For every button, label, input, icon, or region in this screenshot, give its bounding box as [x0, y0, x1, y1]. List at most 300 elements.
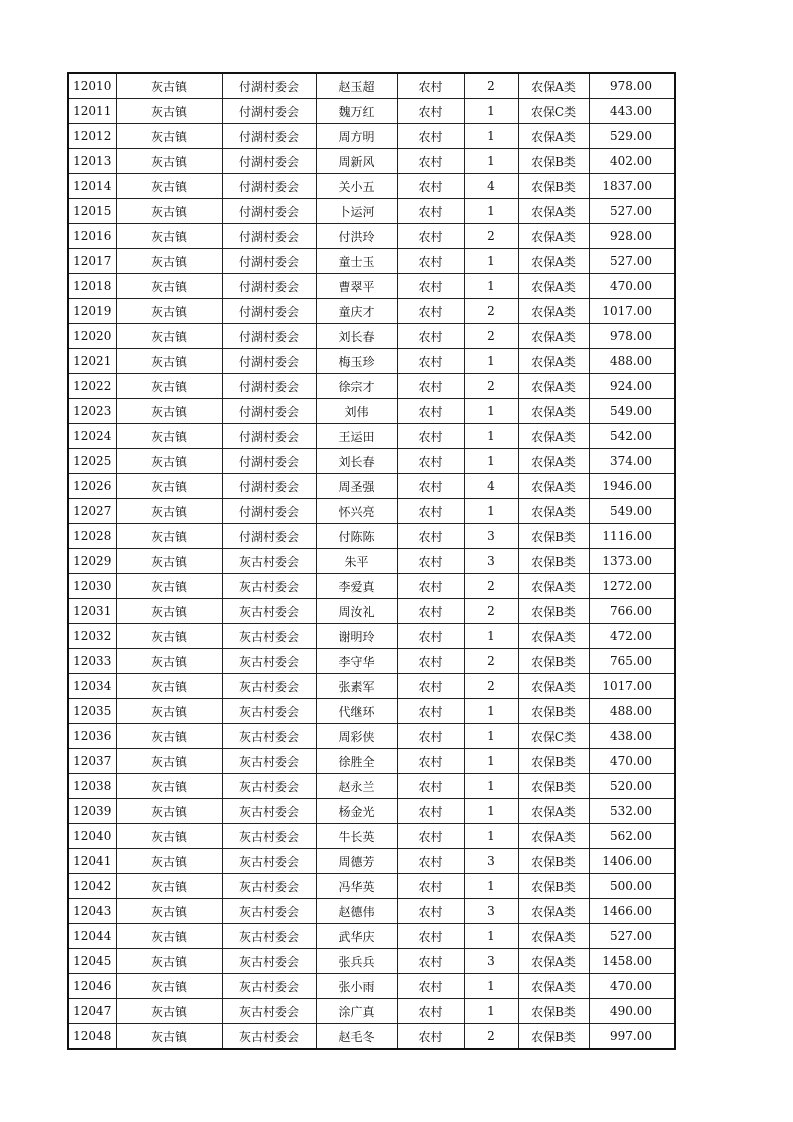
village-committee-cell: 灰古村委会 [222, 774, 316, 799]
insurance-category-cell: 农保B类 [518, 649, 589, 674]
member-count-cell: 2 [464, 73, 518, 99]
household-type-cell: 农村 [397, 399, 464, 424]
benefit-table [67, 72, 676, 1050]
person-name-cell: 周方明 [316, 124, 397, 149]
amount-cell: 527.00 [589, 924, 675, 949]
household-type-cell: 农村 [397, 274, 464, 299]
village-committee-cell: 灰古村委会 [222, 724, 316, 749]
village-committee-cell: 付湖村委会 [222, 99, 316, 124]
household-type-cell: 农村 [397, 474, 464, 499]
person-name-cell: 刘伟 [316, 399, 397, 424]
insurance-category-cell: 农保A类 [518, 199, 589, 224]
person-name-cell: 周德芳 [316, 849, 397, 874]
record-id-cell: 12021 [68, 349, 116, 374]
member-count-cell: 3 [464, 949, 518, 974]
town-cell: 灰古镇 [116, 99, 222, 124]
insurance-category-cell: 农保A类 [518, 73, 589, 99]
table-row [68, 599, 675, 624]
town-cell: 灰古镇 [116, 574, 222, 599]
town-cell: 灰古镇 [116, 624, 222, 649]
member-count-cell: 1 [464, 824, 518, 849]
table-row [68, 524, 675, 549]
amount-cell: 472.00 [589, 624, 675, 649]
record-id-cell: 12031 [68, 599, 116, 624]
member-count-cell: 1 [464, 399, 518, 424]
insurance-category-cell: 农保B类 [518, 174, 589, 199]
amount-cell: 1373.00 [589, 549, 675, 574]
amount-cell: 542.00 [589, 424, 675, 449]
insurance-category-cell: 农保A类 [518, 924, 589, 949]
village-committee-cell: 付湖村委会 [222, 149, 316, 174]
person-name-cell: 付洪玲 [316, 224, 397, 249]
person-name-cell: 卜运河 [316, 199, 397, 224]
village-committee-cell: 灰古村委会 [222, 624, 316, 649]
town-cell: 灰古镇 [116, 924, 222, 949]
village-committee-cell: 灰古村委会 [222, 574, 316, 599]
village-committee-cell: 付湖村委会 [222, 124, 316, 149]
amount-cell: 529.00 [589, 124, 675, 149]
town-cell: 灰古镇 [116, 599, 222, 624]
insurance-category-cell: 农保A类 [518, 974, 589, 999]
household-type-cell: 农村 [397, 949, 464, 974]
household-type-cell: 农村 [397, 699, 464, 724]
record-id-cell: 12023 [68, 399, 116, 424]
town-cell: 灰古镇 [116, 974, 222, 999]
household-type-cell: 农村 [397, 974, 464, 999]
record-id-cell: 12042 [68, 874, 116, 899]
household-type-cell: 农村 [397, 899, 464, 924]
record-id-cell: 12037 [68, 749, 116, 774]
person-name-cell: 牛长英 [316, 824, 397, 849]
record-id-cell: 12047 [68, 999, 116, 1024]
record-id-cell: 12043 [68, 899, 116, 924]
town-cell: 灰古镇 [116, 774, 222, 799]
record-id-cell: 12024 [68, 424, 116, 449]
village-committee-cell: 灰古村委会 [222, 974, 316, 999]
insurance-category-cell: 农保B类 [518, 149, 589, 174]
person-name-cell: 周新风 [316, 149, 397, 174]
record-id-cell: 12039 [68, 799, 116, 824]
record-id-cell: 12025 [68, 449, 116, 474]
record-id-cell: 12014 [68, 174, 116, 199]
member-count-cell: 3 [464, 849, 518, 874]
record-id-cell: 12035 [68, 699, 116, 724]
household-type-cell: 农村 [397, 124, 464, 149]
household-type-cell: 农村 [397, 999, 464, 1024]
town-cell: 灰古镇 [116, 174, 222, 199]
member-count-cell: 4 [464, 174, 518, 199]
record-id-cell: 12044 [68, 924, 116, 949]
amount-cell: 549.00 [589, 399, 675, 424]
amount-cell: 1017.00 [589, 299, 675, 324]
town-cell: 灰古镇 [116, 899, 222, 924]
table-row [68, 774, 675, 799]
member-count-cell: 1 [464, 924, 518, 949]
amount-cell: 520.00 [589, 774, 675, 799]
member-count-cell: 2 [464, 1024, 518, 1050]
person-name-cell: 曹翠平 [316, 274, 397, 299]
household-type-cell: 农村 [397, 424, 464, 449]
village-committee-cell: 付湖村委会 [222, 524, 316, 549]
insurance-category-cell: 农保B类 [518, 874, 589, 899]
record-id-cell: 12029 [68, 549, 116, 574]
town-cell: 灰古镇 [116, 449, 222, 474]
household-type-cell: 农村 [397, 324, 464, 349]
village-committee-cell: 付湖村委会 [222, 73, 316, 99]
town-cell: 灰古镇 [116, 1024, 222, 1050]
household-type-cell: 农村 [397, 749, 464, 774]
table-row [68, 349, 675, 374]
table-row [68, 999, 675, 1024]
household-type-cell: 农村 [397, 599, 464, 624]
amount-cell: 470.00 [589, 749, 675, 774]
table-body [68, 73, 675, 1049]
person-name-cell: 周汝礼 [316, 599, 397, 624]
person-name-cell: 童士玉 [316, 249, 397, 274]
table-row [68, 924, 675, 949]
member-count-cell: 2 [464, 299, 518, 324]
table-row [68, 474, 675, 499]
town-cell: 灰古镇 [116, 324, 222, 349]
amount-cell: 978.00 [589, 73, 675, 99]
town-cell: 灰古镇 [116, 374, 222, 399]
table-row [68, 374, 675, 399]
person-name-cell: 周圣强 [316, 474, 397, 499]
member-count-cell: 1 [464, 499, 518, 524]
insurance-category-cell: 农保A类 [518, 474, 589, 499]
person-name-cell: 朱平 [316, 549, 397, 574]
record-id-cell: 12015 [68, 199, 116, 224]
record-id-cell: 12010 [68, 73, 116, 99]
table-row [68, 399, 675, 424]
table-row [68, 699, 675, 724]
town-cell: 灰古镇 [116, 949, 222, 974]
insurance-category-cell: 农保B类 [518, 699, 589, 724]
town-cell: 灰古镇 [116, 999, 222, 1024]
table-row [68, 624, 675, 649]
member-count-cell: 1 [464, 699, 518, 724]
village-committee-cell: 付湖村委会 [222, 299, 316, 324]
person-name-cell: 刘长春 [316, 449, 397, 474]
amount-cell: 1017.00 [589, 674, 675, 699]
amount-cell: 488.00 [589, 699, 675, 724]
member-count-cell: 3 [464, 899, 518, 924]
record-id-cell: 12038 [68, 774, 116, 799]
insurance-category-cell: 农保A类 [518, 824, 589, 849]
town-cell: 灰古镇 [116, 874, 222, 899]
household-type-cell: 农村 [397, 73, 464, 99]
person-name-cell: 刘长春 [316, 324, 397, 349]
table-row [68, 749, 675, 774]
record-id-cell: 12041 [68, 849, 116, 874]
village-committee-cell: 灰古村委会 [222, 924, 316, 949]
insurance-category-cell: 农保A类 [518, 424, 589, 449]
record-id-cell: 12040 [68, 824, 116, 849]
amount-cell: 374.00 [589, 449, 675, 474]
village-committee-cell: 灰古村委会 [222, 849, 316, 874]
member-count-cell: 1 [464, 624, 518, 649]
amount-cell: 1458.00 [589, 949, 675, 974]
person-name-cell: 张素军 [316, 674, 397, 699]
amount-cell: 1116.00 [589, 524, 675, 549]
person-name-cell: 魏万红 [316, 99, 397, 124]
amount-cell: 765.00 [589, 649, 675, 674]
household-type-cell: 农村 [397, 674, 464, 699]
town-cell: 灰古镇 [116, 824, 222, 849]
village-committee-cell: 付湖村委会 [222, 199, 316, 224]
village-committee-cell: 灰古村委会 [222, 674, 316, 699]
table-row [68, 724, 675, 749]
table-row [68, 949, 675, 974]
member-count-cell: 1 [464, 199, 518, 224]
insurance-category-cell: 农保B类 [518, 1024, 589, 1050]
insurance-category-cell: 农保A类 [518, 799, 589, 824]
member-count-cell: 1 [464, 99, 518, 124]
village-committee-cell: 付湖村委会 [222, 224, 316, 249]
amount-cell: 1946.00 [589, 474, 675, 499]
insurance-category-cell: 农保A类 [518, 324, 589, 349]
member-count-cell: 1 [464, 274, 518, 299]
person-name-cell: 杨金光 [316, 799, 397, 824]
member-count-cell: 1 [464, 124, 518, 149]
town-cell: 灰古镇 [116, 424, 222, 449]
member-count-cell: 2 [464, 374, 518, 399]
household-type-cell: 农村 [397, 824, 464, 849]
table-row [68, 449, 675, 474]
person-name-cell: 张小雨 [316, 974, 397, 999]
village-committee-cell: 灰古村委会 [222, 874, 316, 899]
village-committee-cell: 灰古村委会 [222, 699, 316, 724]
person-name-cell: 冯华英 [316, 874, 397, 899]
record-id-cell: 12030 [68, 574, 116, 599]
member-count-cell: 1 [464, 424, 518, 449]
table-row [68, 249, 675, 274]
village-committee-cell: 灰古村委会 [222, 949, 316, 974]
town-cell: 灰古镇 [116, 849, 222, 874]
record-id-cell: 12013 [68, 149, 116, 174]
person-name-cell: 关小五 [316, 174, 397, 199]
town-cell: 灰古镇 [116, 699, 222, 724]
record-id-cell: 12027 [68, 499, 116, 524]
table-row [68, 974, 675, 999]
town-cell: 灰古镇 [116, 224, 222, 249]
insurance-category-cell: 农保A类 [518, 449, 589, 474]
village-committee-cell: 灰古村委会 [222, 549, 316, 574]
amount-cell: 470.00 [589, 974, 675, 999]
record-id-cell: 12036 [68, 724, 116, 749]
insurance-category-cell: 农保B类 [518, 774, 589, 799]
household-type-cell: 农村 [397, 374, 464, 399]
household-type-cell: 农村 [397, 724, 464, 749]
town-cell: 灰古镇 [116, 549, 222, 574]
town-cell: 灰古镇 [116, 499, 222, 524]
record-id-cell: 12017 [68, 249, 116, 274]
record-id-cell: 12022 [68, 374, 116, 399]
household-type-cell: 农村 [397, 649, 464, 674]
table-row [68, 799, 675, 824]
household-type-cell: 农村 [397, 224, 464, 249]
member-count-cell: 1 [464, 749, 518, 774]
town-cell: 灰古镇 [116, 474, 222, 499]
table-row [68, 824, 675, 849]
person-name-cell: 周彩侠 [316, 724, 397, 749]
insurance-category-cell: 农保A类 [518, 349, 589, 374]
insurance-category-cell: 农保B类 [518, 524, 589, 549]
household-type-cell: 农村 [397, 174, 464, 199]
household-type-cell: 农村 [397, 499, 464, 524]
village-committee-cell: 付湖村委会 [222, 499, 316, 524]
person-name-cell: 赵永兰 [316, 774, 397, 799]
village-committee-cell: 付湖村委会 [222, 324, 316, 349]
record-id-cell: 12048 [68, 1024, 116, 1050]
town-cell: 灰古镇 [116, 149, 222, 174]
household-type-cell: 农村 [397, 299, 464, 324]
person-name-cell: 童庆才 [316, 299, 397, 324]
village-committee-cell: 付湖村委会 [222, 249, 316, 274]
household-type-cell: 农村 [397, 624, 464, 649]
person-name-cell: 怀兴亮 [316, 499, 397, 524]
amount-cell: 527.00 [589, 249, 675, 274]
town-cell: 灰古镇 [116, 349, 222, 374]
person-name-cell: 代继环 [316, 699, 397, 724]
insurance-category-cell: 农保A类 [518, 224, 589, 249]
member-count-cell: 1 [464, 449, 518, 474]
table-row [68, 874, 675, 899]
household-type-cell: 农村 [397, 449, 464, 474]
record-id-cell: 12018 [68, 274, 116, 299]
table-row [68, 649, 675, 674]
household-type-cell: 农村 [397, 874, 464, 899]
table-row [68, 224, 675, 249]
household-type-cell: 农村 [397, 1024, 464, 1050]
table-row [68, 299, 675, 324]
insurance-category-cell: 农保A类 [518, 274, 589, 299]
amount-cell: 443.00 [589, 99, 675, 124]
record-id-cell: 12033 [68, 649, 116, 674]
insurance-category-cell: 农保A类 [518, 499, 589, 524]
table-row [68, 124, 675, 149]
insurance-category-cell: 农保A类 [518, 399, 589, 424]
table-row [68, 499, 675, 524]
table-row [68, 1024, 675, 1050]
amount-cell: 924.00 [589, 374, 675, 399]
person-name-cell: 赵毛冬 [316, 1024, 397, 1050]
amount-cell: 928.00 [589, 224, 675, 249]
table-row [68, 574, 675, 599]
table-row [68, 549, 675, 574]
amount-cell: 1466.00 [589, 899, 675, 924]
person-name-cell: 赵玉超 [316, 73, 397, 99]
person-name-cell: 梅玉珍 [316, 349, 397, 374]
town-cell: 灰古镇 [116, 724, 222, 749]
member-count-cell: 3 [464, 524, 518, 549]
amount-cell: 1272.00 [589, 574, 675, 599]
town-cell: 灰古镇 [116, 274, 222, 299]
member-count-cell: 1 [464, 774, 518, 799]
insurance-category-cell: 农保B类 [518, 849, 589, 874]
household-type-cell: 农村 [397, 924, 464, 949]
member-count-cell: 1 [464, 874, 518, 899]
person-name-cell: 李守华 [316, 649, 397, 674]
record-id-cell: 12028 [68, 524, 116, 549]
table-row [68, 274, 675, 299]
member-count-cell: 1 [464, 999, 518, 1024]
town-cell: 灰古镇 [116, 799, 222, 824]
insurance-category-cell: 农保A类 [518, 949, 589, 974]
table-row [68, 674, 675, 699]
household-type-cell: 农村 [397, 249, 464, 274]
amount-cell: 766.00 [589, 599, 675, 624]
insurance-category-cell: 农保A类 [518, 899, 589, 924]
record-id-cell: 12045 [68, 949, 116, 974]
town-cell: 灰古镇 [116, 299, 222, 324]
amount-cell: 532.00 [589, 799, 675, 824]
table-row [68, 73, 675, 99]
household-type-cell: 农村 [397, 799, 464, 824]
member-count-cell: 2 [464, 224, 518, 249]
member-count-cell: 2 [464, 599, 518, 624]
insurance-category-cell: 农保A类 [518, 124, 589, 149]
record-id-cell: 12016 [68, 224, 116, 249]
person-name-cell: 李爱真 [316, 574, 397, 599]
insurance-category-cell: 农保A类 [518, 624, 589, 649]
village-committee-cell: 付湖村委会 [222, 174, 316, 199]
insurance-category-cell: 农保B类 [518, 749, 589, 774]
village-committee-cell: 灰古村委会 [222, 799, 316, 824]
table-row [68, 199, 675, 224]
village-committee-cell: 灰古村委会 [222, 599, 316, 624]
village-committee-cell: 灰古村委会 [222, 749, 316, 774]
amount-cell: 490.00 [589, 999, 675, 1024]
member-count-cell: 1 [464, 974, 518, 999]
member-count-cell: 1 [464, 249, 518, 274]
person-name-cell: 武华庆 [316, 924, 397, 949]
household-type-cell: 农村 [397, 149, 464, 174]
village-committee-cell: 灰古村委会 [222, 899, 316, 924]
table-row [68, 899, 675, 924]
member-count-cell: 1 [464, 724, 518, 749]
household-type-cell: 农村 [397, 99, 464, 124]
town-cell: 灰古镇 [116, 124, 222, 149]
insurance-category-cell: 农保A类 [518, 249, 589, 274]
member-count-cell: 2 [464, 574, 518, 599]
insurance-category-cell: 农保A类 [518, 674, 589, 699]
record-id-cell: 12011 [68, 99, 116, 124]
insurance-category-cell: 农保C类 [518, 724, 589, 749]
member-count-cell: 3 [464, 549, 518, 574]
amount-cell: 978.00 [589, 324, 675, 349]
person-name-cell: 涂广真 [316, 999, 397, 1024]
record-id-cell: 12019 [68, 299, 116, 324]
record-id-cell: 12032 [68, 624, 116, 649]
member-count-cell: 1 [464, 349, 518, 374]
town-cell: 灰古镇 [116, 524, 222, 549]
amount-cell: 1837.00 [589, 174, 675, 199]
amount-cell: 402.00 [589, 149, 675, 174]
amount-cell: 488.00 [589, 349, 675, 374]
member-count-cell: 2 [464, 674, 518, 699]
amount-cell: 470.00 [589, 274, 675, 299]
insurance-category-cell: 农保C类 [518, 99, 589, 124]
town-cell: 灰古镇 [116, 649, 222, 674]
household-type-cell: 农村 [397, 774, 464, 799]
town-cell: 灰古镇 [116, 199, 222, 224]
member-count-cell: 2 [464, 324, 518, 349]
amount-cell: 1406.00 [589, 849, 675, 874]
household-type-cell: 农村 [397, 524, 464, 549]
amount-cell: 997.00 [589, 1024, 675, 1050]
person-name-cell: 张兵兵 [316, 949, 397, 974]
